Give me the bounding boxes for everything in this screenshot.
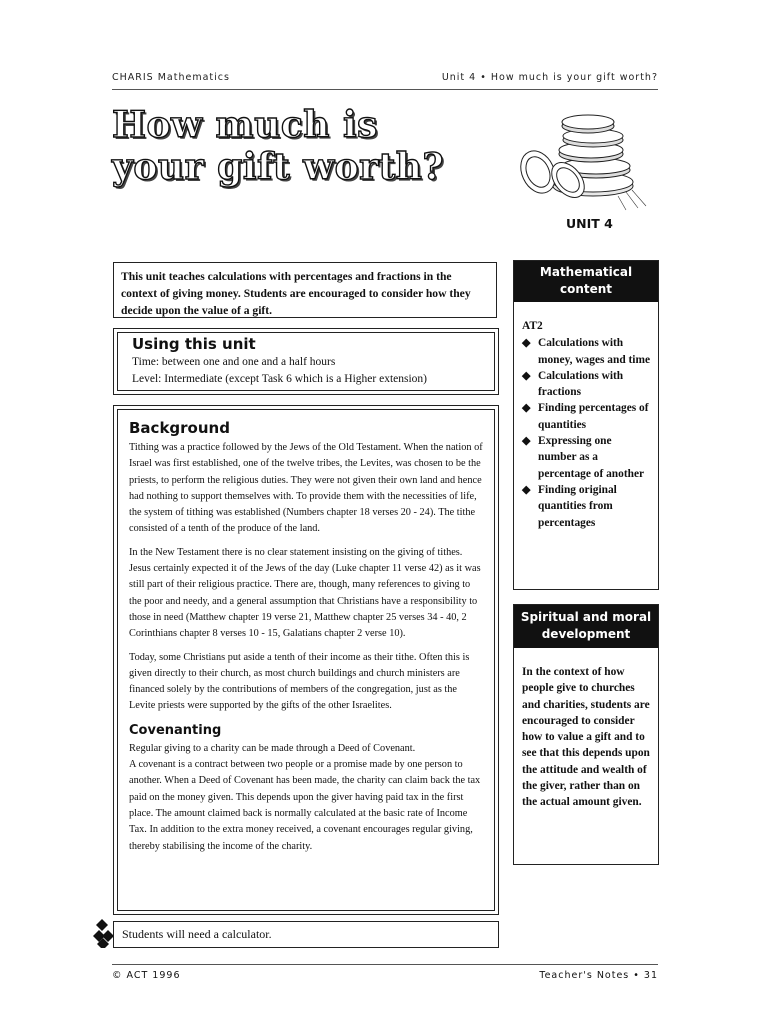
diamond-bullet-icon: ◆	[522, 435, 531, 448]
attainment-target: AT2	[522, 320, 543, 332]
background-para-1: Tithing was a practice followed by the Jews of the Old Testament. When the nation of Israel was first established, one of the twelve tribes, the Levites, was chosen to be the priests, to perform the religious duties. They were not given their own land and hence had nothing to support themselves with. To provide them with the necessities of life, the system of tithing was established (Numbers chapter 18 verses 20 - 24). The tithe consisted of a tenth of the produce of the land.	[129, 442, 483, 535]
page-footer	[112, 970, 658, 986]
background-para-3: Today, some Christians put aside a tenth of their income as their tithe. Often this is given directly to their church, as most church buildings and church ministers are financed solely by the contributions of members of the congregation, just as the Levite priests were supported by the gifts of the other Israelites.	[129, 651, 470, 712]
page-title	[112, 104, 444, 188]
using-heading: Using this unit	[132, 335, 256, 353]
list-item: ◆ Expressing one number as a percentage of another	[522, 435, 645, 480]
math-content-heading: Mathematical content	[514, 261, 658, 302]
header-rule	[112, 89, 658, 90]
list-item: ◆ Calculations with money, wages and time	[522, 337, 651, 366]
title-line-2: your gift worth?	[112, 146, 444, 188]
footer-copyright: © ACT 1996	[112, 970, 181, 981]
running-header	[112, 72, 658, 88]
unit-label: UNIT 4	[566, 216, 613, 231]
list-item: ◆ Finding original quantities from percentages	[522, 483, 617, 529]
spiritual-heading: Spiritual and moral development	[514, 605, 658, 648]
diamond-bullet-icon: ◆	[522, 337, 531, 350]
intro-summary: This unit teaches calculations with percentages and fractions in the context of giving money. Students are encouraged to consider how they decide upon the value of a gift.	[113, 262, 497, 318]
using-this-unit-box	[113, 328, 499, 395]
covenanting-para-2: A covenant is a contract between two people or a promise made by one person to another. When a Deed of Covenant has been made, the charity can claim back the tax paid on the money given. This depends upon the giver having paid tax in the first place. The amount claimed back is normally calculated at the basic rate of Income Tax. In addition to the extra money received, a covenant encourages regular giving, thereby stabilising the income of the charity.	[129, 759, 481, 852]
diamond-bullet-icon: ◆	[522, 483, 531, 496]
list-item: ◆ Finding percentages of quantities	[522, 402, 649, 431]
using-level: Level: Intermediate (except Task 6 which is a Higher extension)	[132, 373, 428, 385]
using-time: Time: between one and one and a half hours	[132, 356, 336, 368]
background-heading: Background	[129, 419, 230, 437]
spiritual-moral-panel	[513, 604, 659, 865]
footer-page-number: Teacher's Notes • 31	[539, 970, 658, 981]
diamond-bullet-icon: ◆	[522, 402, 531, 415]
calculator-note: Students will need a calculator.	[113, 921, 499, 948]
background-para-2: In the New Testament there is no clear statement insisting on the giving of tithes. Jesus certainly expected it of the Jews of the day (Luke chapter 11 verse 42) as it was still part of their religious practice. There are, though, many references to giving to the poor and needy, and a general assumption that Christians have a responsibility to those in need (Matthew chapter 19 verse 21, Matthew chapter 25 verses 34 - 40, 2 Corinthians chapter 8 verses 10 - 15, Galatians chapter 2 verse 10).	[129, 546, 481, 640]
diamond-bullet-icon: ◆	[522, 369, 531, 382]
spiritual-text: In the context of how people give to churches and charities, students are encouraged to consider how to value a gift and to see that this depends upon the attitude and wealth of the giver, rather than on the actual amount given.	[522, 666, 650, 809]
mathematical-content-panel	[513, 260, 659, 590]
covenanting-para-1: Regular giving to a charity can be made through a Deed of Covenant.	[129, 742, 416, 754]
background-box	[113, 405, 499, 915]
header-unit: Unit 4 • How much is your gift worth?	[441, 72, 658, 83]
coins-illustration	[508, 104, 658, 212]
title-line-1: How much is	[112, 104, 378, 146]
header-series: CHARIS Mathematics	[112, 72, 230, 83]
list-item: ◆ Calculations with fractions	[522, 369, 624, 399]
footer-rule	[112, 964, 658, 965]
math-content-list	[522, 335, 652, 531]
covenanting-heading: Covenanting	[129, 722, 222, 738]
